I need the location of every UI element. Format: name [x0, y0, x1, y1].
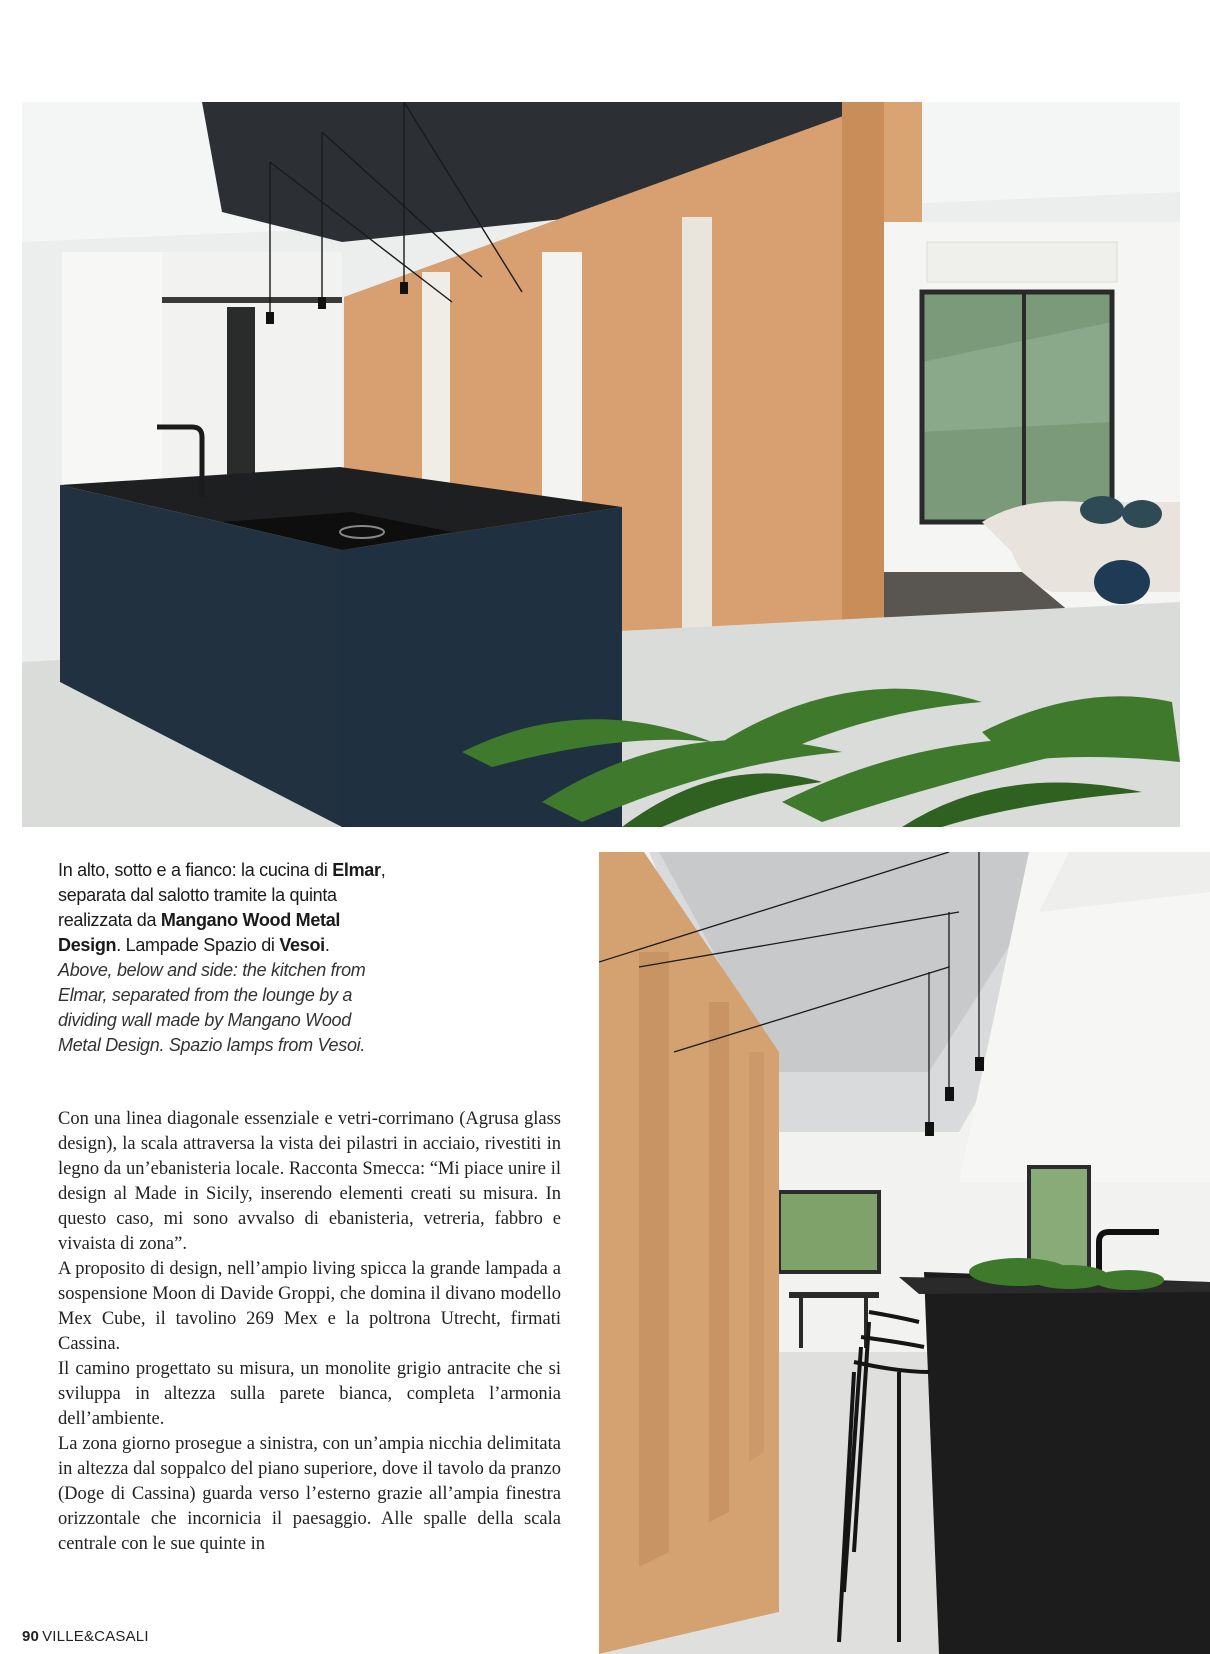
caption-brand: Mangano Wood Metal Design	[58, 910, 341, 955]
page-number: 90	[22, 1628, 40, 1645]
caption-text: In alto, sotto e a fianco: la cucina di	[58, 860, 333, 880]
body-paragraph: Con una linea diagonale essenziale e vetri-corrimano (Agrusa glass design), la scala attraversa la vista dei pilastri in acciaio, rivestiti in legno da un’ebanisteria locale. Racconta Smecca: “Mi piace unire il design al Made in Sicily, inserendo elementi creati su misura. In questo caso, mi sono avvalso di ebanisteria, vetreria, fabbro e vivaista di zona”.	[58, 1109, 561, 1254]
caption-text: . Lampade Spazio di	[116, 935, 280, 955]
magazine-name: VILLE&CASALI	[42, 1628, 149, 1645]
article-body	[58, 1107, 561, 1557]
kitchen-lounge-photo	[22, 102, 1180, 827]
caption-italian	[58, 858, 398, 958]
caption-brand: Vesoi	[279, 935, 325, 955]
caption-brand: Elmar	[332, 860, 381, 880]
page-footer	[22, 1628, 149, 1645]
body-paragraph: La zona giorno prosegue a sinistra, con un’ampia nicchia delimitata in altezza dal soppalco del piano superiore, dove il tavolo da pranzo (Doge di Cassina) guarda verso l’esterno grazie all’ampia finestra orizzontale che incornicia il paesaggio. Alle spalle della scala centrale con le sue quinte in	[58, 1434, 561, 1554]
caption-text: .	[324, 935, 330, 955]
caption-text: , separata dal salotto tramite la quinta realizzata da	[58, 860, 386, 930]
photo-caption	[58, 858, 398, 1058]
caption-english: Above, below and side: the kitchen from Elmar, separated from the lounge by a dividing wall made by Mangano Wood Metal Design. Spazio lamps from Vesoi.	[58, 960, 366, 1055]
body-paragraph: Il camino progettato su misura, un monolite grigio antracite che si sviluppa in altezza sulla parete bianca, completa l’armonia dell’ambiente.	[58, 1359, 561, 1429]
kitchen-dining-photo	[599, 852, 1210, 1654]
body-paragraph: A proposito di design, nell’ampio living spicca la grande lampada a sospensione Moon di Davide Groppi, che domina il divano modello Mex Cube, il tavolino 269 Mex e la poltrona Utrecht, firmati Cassina.	[58, 1259, 561, 1354]
